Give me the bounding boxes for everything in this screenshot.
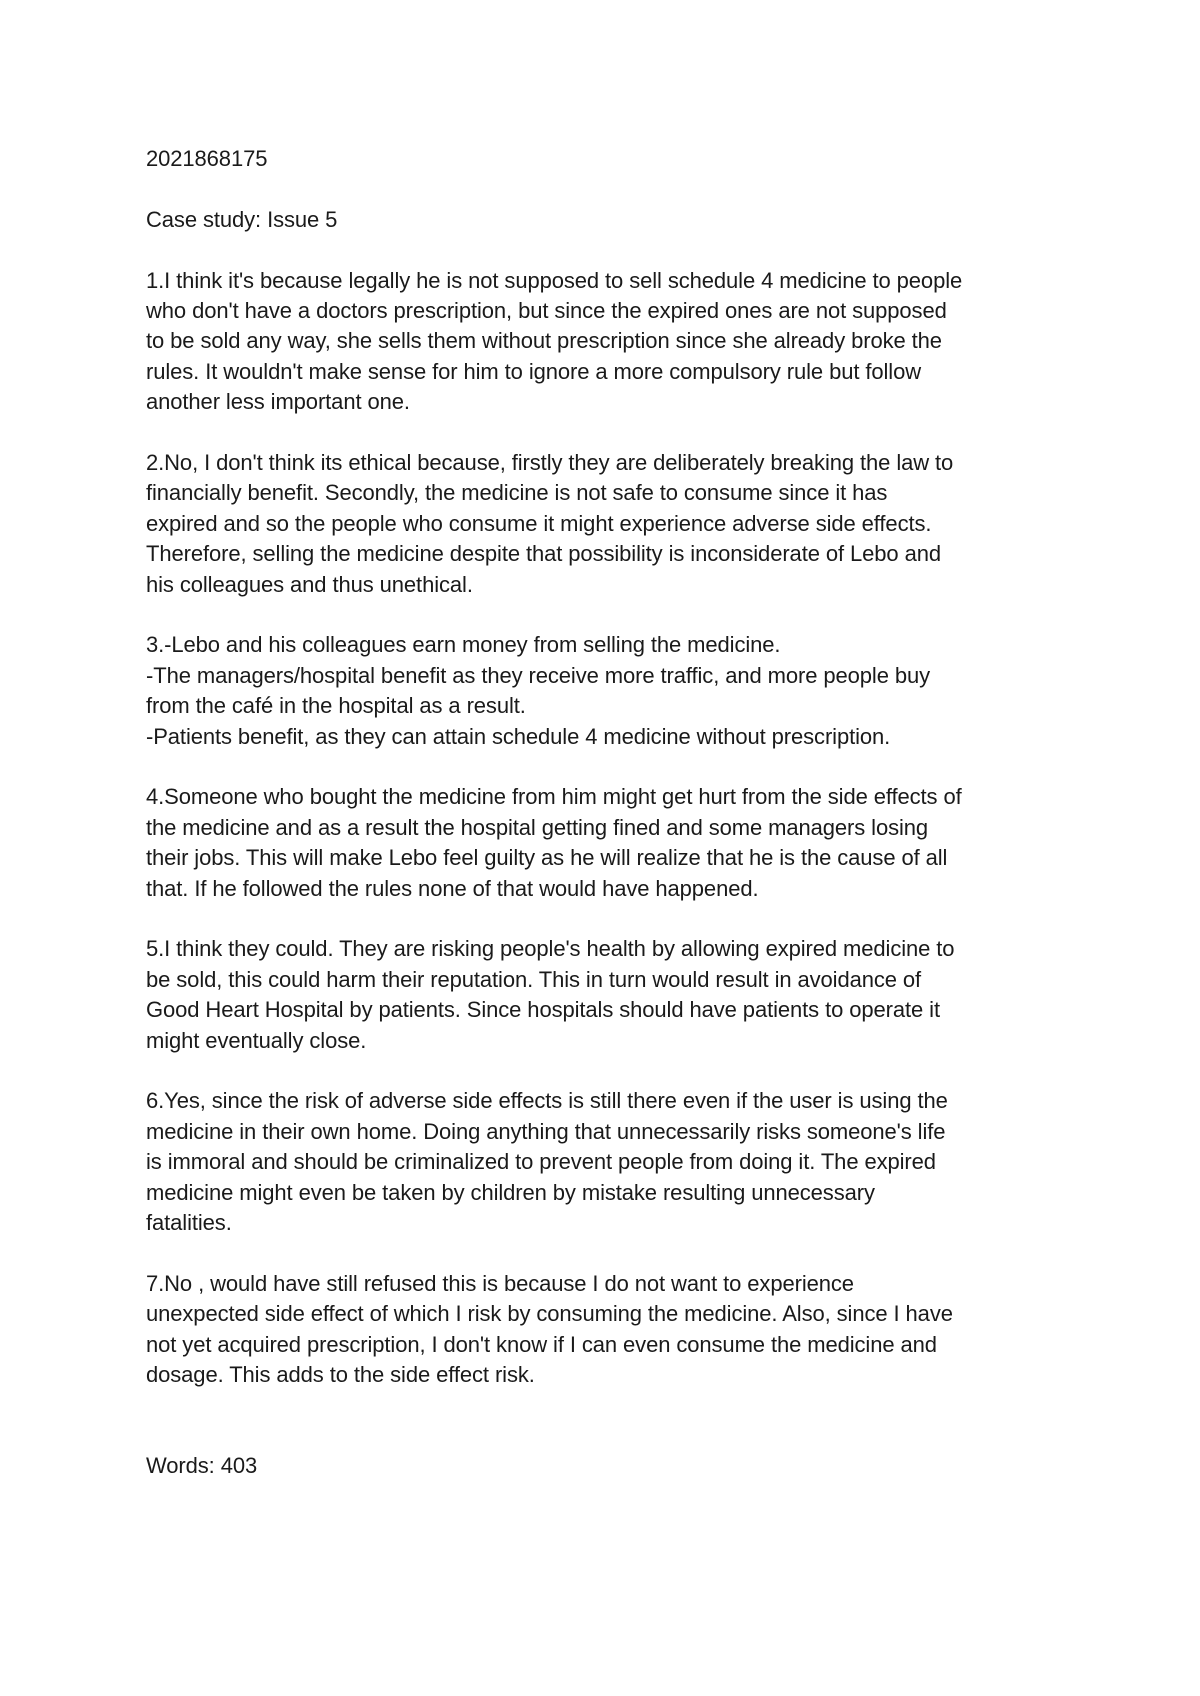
answer-line: 1.I think it's because legally he is not supposed to sell schedule 4 medicine to people [146,267,963,293]
answer-line: Good Heart Hospital by patients. Since hospitals should have patients to operate it [146,997,940,1023]
answer-paragraph-6 [146,1086,1076,1238]
answer-line: their jobs. This will make Lebo feel guilty as he will realize that he is the cause of all [146,845,948,871]
answer-line: expired and so the people who consume it might experience adverse side effects. [146,510,932,536]
answer-line: might eventually close. [146,1027,367,1053]
answer-line: 4.Someone who bought the medicine from him might get hurt from the side effects of [146,784,962,810]
answer-line: be sold, this could harm their reputation. This in turn would result in avoidance of [146,966,922,992]
answer-line: financially benefit. Secondly, the medicine is not safe to consume since it has [146,480,888,506]
answer-line: from the café in the hospital as a result. [146,693,526,719]
answer-line: -The managers/hospital benefit as they receive more traffic, and more people buy [146,662,931,688]
answer-line: -Patients benefit, as they can attain schedule 4 medicine without prescription. [146,723,891,749]
answer-line: medicine in their own home. Doing anything that unnecessarily risks someone's life [146,1118,946,1144]
answer-line: Therefore, selling the medicine despite that possibility is inconsiderate of Lebo and [146,541,941,567]
answer-paragraph-4 [146,782,1076,904]
answer-line: who don't have a doctors prescription, but since the expired ones are not supposed [146,298,947,323]
document-body [146,144,1076,1512]
answer-line: to be sold any way, she sells them without prescription since she already broke the [146,328,942,354]
answer-line: 3.-Lebo and his colleagues earn money from selling the medicine. [146,632,781,658]
answer-line: 6.Yes, since the risk of adverse side effects is still there even if the user is using the [146,1088,948,1114]
answer-paragraph-1 [146,266,1076,418]
document-title: Case study: Issue 5 [146,206,338,232]
answer-line: 2.No, I don't think its ethical because, firstly they are deliberately breaking the law to [146,450,954,476]
answer-line: rules. It wouldn't make sense for him to ignore a more compulsory rule but follow [146,358,922,384]
answer-line: that. If he followed the rules none of that would have happened. [146,875,759,901]
answers-list [146,266,1076,1391]
answer-line: medicine might even be taken by children by mistake resulting unnecessary [146,1179,875,1205]
answer-line: his colleagues and thus unethical. [146,571,473,597]
word-count: Words: 403 [146,1453,258,1479]
answer-paragraph-7 [146,1269,1076,1391]
answer-line: not yet acquired prescription, I don't know if I can even consume the medicine and [146,1331,937,1357]
answer-paragraph-5 [146,934,1076,1056]
answer-line: is immoral and should be criminalized to prevent people from doing it. The expired [146,1149,936,1175]
answer-line: another less important one. [146,389,410,415]
answer-line: fatalities. [146,1210,232,1236]
answer-line: dosage. This adds to the side effect risk. [146,1362,535,1388]
answer-line: 7.No , would have still refused this is because I do not want to experience [146,1270,854,1296]
answer-line: the medicine and as a result the hospital getting fined and some managers losing [146,814,929,840]
answer-paragraph-2 [146,448,1076,600]
student-id: 2021868175 [146,146,268,171]
answer-line: unexpected side effect of which I risk by consuming the medicine. Also, since I have [146,1301,953,1327]
answer-line: 5.I think they could. They are risking people's health by allowing expired medicine to [146,936,955,962]
answer-paragraph-3 [146,630,1076,752]
